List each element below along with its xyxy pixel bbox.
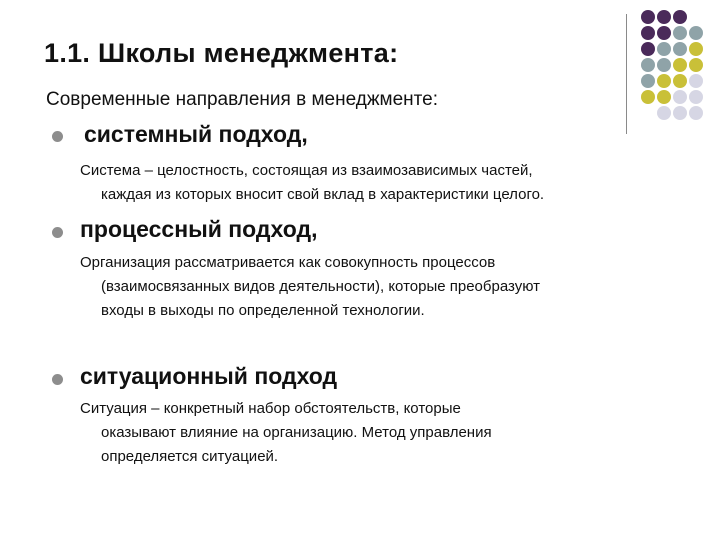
slide-subtitle: Современные направления в менеджменте: [46,89,438,110]
decorative-dot [641,90,655,104]
slide-title: 1.1. Школы менеджмента: [44,38,399,68]
item-heading-situational: ситуационный подход [80,363,338,389]
description-line: входы в выходы по определенной технологии. [101,302,425,319]
decorative-dot [673,58,687,72]
description-line: определяется ситуацией. [101,448,279,465]
decorative-dot [641,26,655,40]
item-description-systems [80,159,700,207]
decorative-divider [626,14,627,134]
bullet-icon [52,131,63,142]
decorative-dot [689,26,703,40]
description-line: оказывают влияние на организацию. Метод управления [101,424,492,441]
decorative-dot [673,74,687,88]
decorative-dot [673,26,687,40]
description-line: Система – целостность, состоящая из взаимозависимых частей, [80,162,533,179]
item-heading-process: процессный подход, [80,216,318,242]
decorative-dot [657,58,671,72]
decorative-dot [657,10,671,24]
decorative-dot [673,42,687,56]
description-line: каждая из которых вносит свой вклад в характеристики целого. [101,186,545,203]
item-description-process [80,251,700,323]
decorative-dot [641,10,655,24]
decorative-dot [657,74,671,88]
decorative-dot [689,42,703,56]
decorative-dot [641,58,655,72]
decorative-dot [657,106,671,120]
decorative-dot [641,74,655,88]
decorative-dot [689,90,703,104]
description-line: Организация рассматривается как совокупность процессов [80,254,496,271]
item-heading-systems: системный подход, [84,121,308,147]
bullet-icon [52,227,63,238]
decorative-dot [657,42,671,56]
decorative-dot [689,106,703,120]
decorative-dot-grid [641,10,705,122]
decorative-dot [657,90,671,104]
decorative-dot [657,26,671,40]
description-line: Ситуация – конкретный набор обстоятельств, которые [80,400,461,417]
item-description-situational [80,397,700,469]
bullet-icon [52,374,63,385]
decorative-dot [689,74,703,88]
description-line: (взаимосвязанных видов деятельности), которые преобразуют [101,278,540,295]
decorative-dot [641,42,655,56]
decorative-dot [673,90,687,104]
decorative-dot [673,10,687,24]
decorative-dot [673,106,687,120]
decorative-dot [689,58,703,72]
